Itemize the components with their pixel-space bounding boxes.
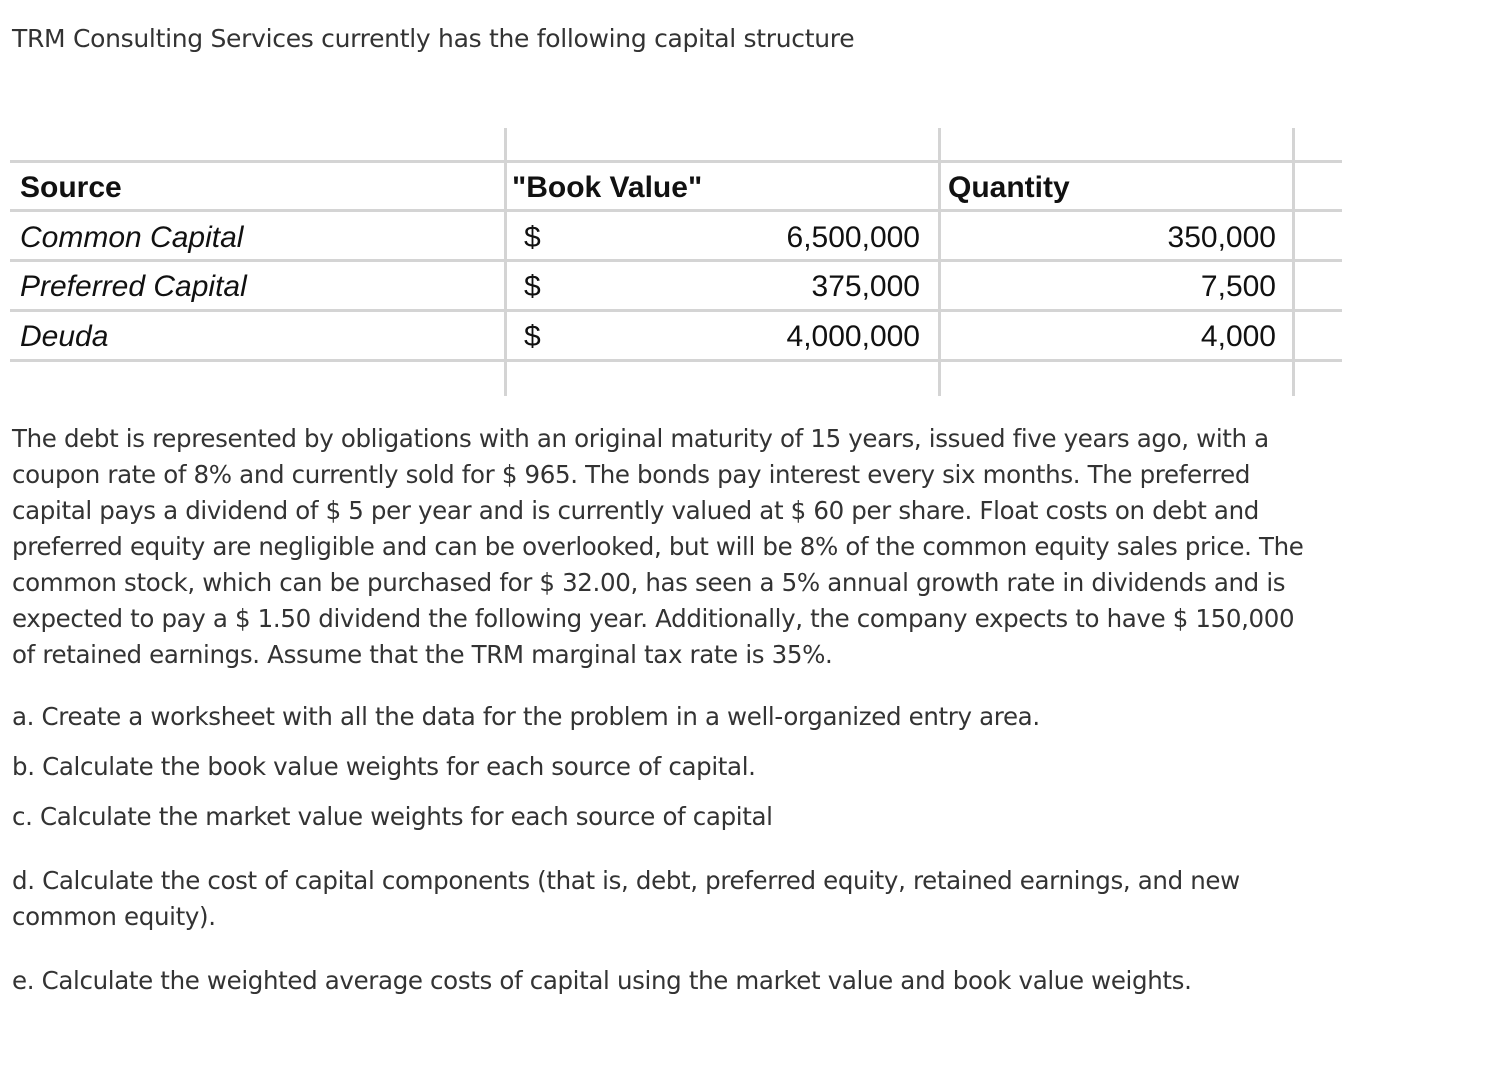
question-e: e. Calculate the weighted average costs of capital using the market value and book value weights. bbox=[12, 966, 1192, 995]
grid-line bbox=[10, 259, 1342, 262]
row-book-value: 375,000 bbox=[811, 270, 920, 303]
row-quantity: 350,000 bbox=[1167, 221, 1276, 254]
row-source: Deuda bbox=[20, 320, 109, 353]
row-quantity: 7,500 bbox=[1200, 270, 1276, 303]
capital-structure-table bbox=[0, 128, 1342, 396]
row-book-value: 4,000,000 bbox=[786, 320, 920, 353]
row-currency: $ bbox=[524, 221, 541, 254]
intro-text: TRM Consulting Services currently has the following capital structure bbox=[12, 24, 855, 53]
header-source: Source bbox=[20, 171, 122, 204]
row-quantity: 4,000 bbox=[1200, 320, 1276, 353]
question-b: b. Calculate the book value weights for each source of capital. bbox=[12, 752, 756, 781]
header-quantity: Quantity bbox=[948, 171, 1070, 204]
row-currency: $ bbox=[524, 320, 541, 353]
row-currency: $ bbox=[524, 270, 541, 303]
grid-line bbox=[10, 160, 1342, 163]
row-book-value: 6,500,000 bbox=[786, 221, 920, 254]
row-source: Common Capital bbox=[20, 221, 244, 254]
question-a: a. Create a worksheet with all the data for the problem in a well-organized entry area. bbox=[12, 702, 1040, 731]
problem-paragraph: The debt is represented by obligations with an original maturity of 15 years, issued five years ago, with a coupon rate of 8% and currently sold for $ 965. The bonds pay interest every six months. The preferred capital pays a dividend of $ 5 per year and is currently valued at $ 60 per share. Float costs on debt and preferred equity are negligible and can be overlooked, but will be 8% of the common equity sales price. The common stock, which can be purchased for $ 32.00, has seen a 5% annual growth rate in dividends and is expected to pay a $ 1.50 dividend the following year. Additionally, the company expects to have $ 150,000 of retained earnings. Assume that the TRM marginal tax rate is 35%. bbox=[12, 424, 1304, 669]
header-book-value: "Book Value" bbox=[512, 171, 703, 204]
grid-line bbox=[938, 128, 941, 396]
grid-line bbox=[10, 309, 1342, 312]
row-source: Preferred Capital bbox=[20, 270, 247, 303]
question-c: c. Calculate the market value weights for each source of capital bbox=[12, 802, 773, 831]
grid-line bbox=[1292, 128, 1295, 396]
grid-line bbox=[10, 359, 1342, 362]
question-d: d. Calculate the cost of capital components (that is, debt, preferred equity, retained earnings, and new common equity). bbox=[12, 866, 1240, 931]
grid-line bbox=[10, 209, 1342, 212]
grid-line bbox=[504, 128, 507, 396]
